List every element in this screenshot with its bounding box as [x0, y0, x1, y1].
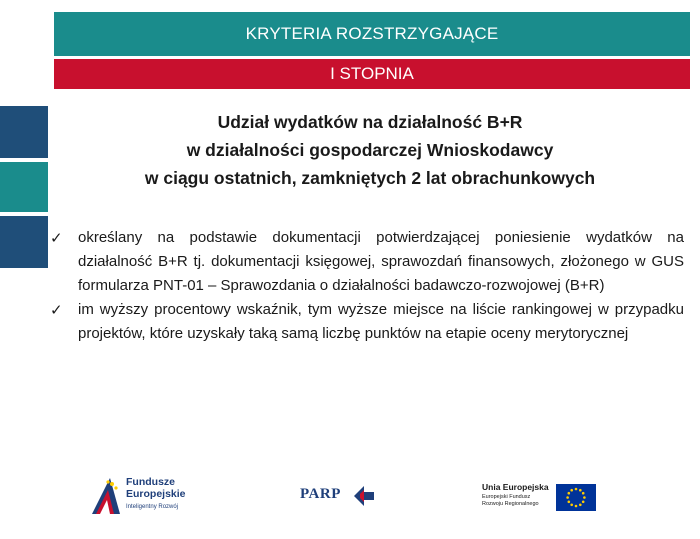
- ue-logo-title: Unia Europejska: [482, 482, 549, 492]
- ue-logo-line: Europejski Fundusz: [482, 494, 531, 500]
- check-icon: ✓: [50, 301, 63, 319]
- header-subtitle-bar: [54, 59, 690, 89]
- parp-logo-text: PARP: [300, 486, 341, 502]
- header-subtitle: I STOPNIA: [330, 64, 414, 83]
- fe-logo-text: [126, 476, 186, 500]
- fe-stars-icon: [92, 478, 120, 514]
- fe-logo-line: Europejskie: [126, 488, 186, 500]
- fe-logo-subtext: Inteligentny Rozwój: [126, 504, 179, 510]
- side-decoration-middle: [0, 162, 48, 212]
- fe-logo-line: Fundusze: [126, 476, 175, 488]
- slide-title-line: Udział wydatków na działalność B+R: [217, 112, 523, 132]
- slide-title-line: w działalności gospodarczej Wnioskodawcy: [186, 140, 554, 160]
- list-item: [50, 226, 684, 298]
- ue-logo-subtext: [482, 494, 539, 507]
- ue-logo-line: Rozwoju Regionalnego: [482, 500, 539, 507]
- fundusze-europejskie-logo: [92, 474, 202, 522]
- slide-title: [60, 108, 680, 192]
- list-item-text: im wyższy procentowy wskaźnik, tym wyższe miejsce na liście rankingowej w przypadku projektów, które uzyskały taką samą liczbę punktów na etapie oceny merytorycznej: [78, 301, 684, 342]
- header-title-bar: [54, 12, 690, 56]
- side-decoration-bottom: [0, 216, 48, 268]
- check-icon: ✓: [50, 229, 63, 247]
- list-item-text: określany na podstawie dokumentacji potwierdzającej poniesienie wydatków na działalność B+R tj. dokumentacji księgowej, sprawozdań finansowych, złożonego w GUS formularza PNT-01 – Sprawozdania o działalności badawczo-rozwojowej (B+R): [78, 229, 684, 294]
- eu-flag-icon: [556, 484, 596, 511]
- parp-arrows-icon: [352, 484, 376, 508]
- header-title: KRYTERIA ROZSTRZYGAJĄCE: [245, 24, 499, 43]
- list-item: [50, 298, 684, 346]
- footer-logos: [0, 462, 700, 532]
- criteria-list: [50, 226, 684, 346]
- slide-title-line: w ciągu ostatnich, zamkniętych 2 lat obrachunkowych: [144, 168, 596, 188]
- unia-europejska-logo: [482, 480, 602, 514]
- side-decoration-top: [0, 106, 48, 158]
- parp-logo: [300, 482, 380, 512]
